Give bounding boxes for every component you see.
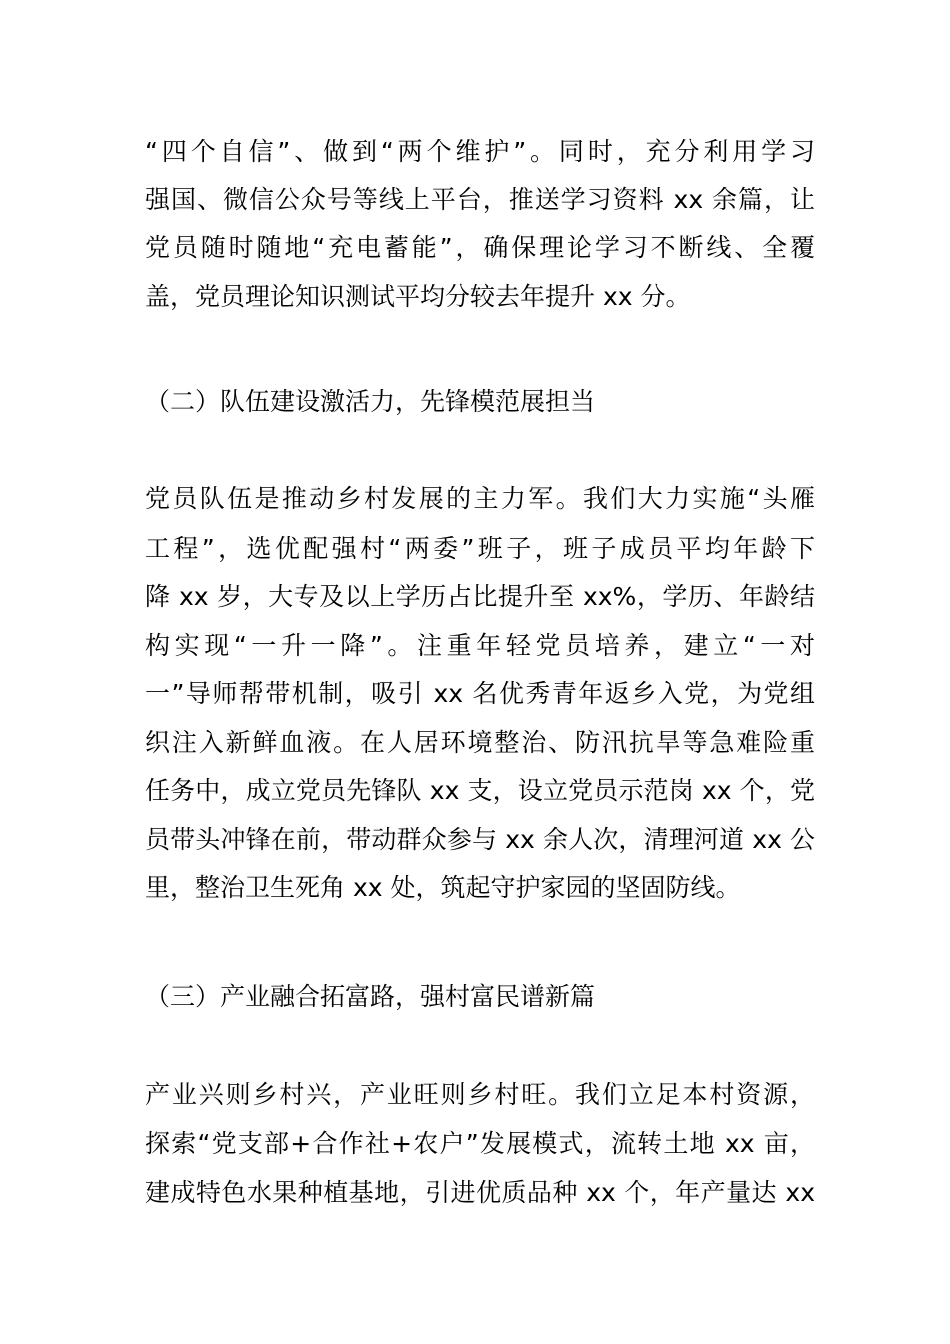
paragraph-3-line-1: 产业兴则乡村兴，产业旺则乡村旺。我们立足本村资源， — [145, 1080, 815, 1109]
paragraph-2-line-7: 任务中，成立党员先锋队 xx 支，设立党员示范岗 xx 个，党 — [145, 776, 815, 805]
paragraph-2-line-9: 里，整治卫生死角 xx 处，筑起守护家园的坚固防线。 — [145, 873, 741, 902]
paragraph-2-line-4: 构实现“一升一降”。注重年轻党员培养，建立“一对 — [145, 631, 815, 660]
paragraph-2-line-3: 降 xx 岁，大专及以上学历占比提升至 xx%，学历、年龄结 — [145, 582, 815, 611]
paragraph-2-line-5: 一”导师帮带机制，吸引 xx 名优秀青年返乡入党，为党组 — [145, 679, 815, 708]
paragraph-3-line-2: 探索“党支部+合作社+农户”发展模式，流转土地 xx 亩， — [145, 1129, 815, 1158]
paragraph-3-line-3: 建成特色水果种植基地，引进优质品种 xx 个，年产量达 xx — [145, 1178, 815, 1207]
paragraph-1-line-4: 盖，党员理论知识测试平均分较去年提升 xx 分。 — [145, 282, 691, 311]
section-heading-2: （二）队伍建设激活力，先锋模范展担当 — [145, 387, 596, 416]
paragraph-2-line-1: 党员队伍是推动乡村发展的主力军。我们大力实施“头雁 — [145, 484, 815, 513]
paragraph-1-line-2: 强国、微信公众号等线上平台，推送学习资料 xx 余篇，让 — [145, 185, 815, 214]
paragraph-2-line-6: 织注入新鲜血液。在人居环境整治、防汛抗旱等急难险重 — [145, 728, 815, 757]
paragraph-2-line-8: 员带头冲锋在前，带动群众参与 xx 余人次，清理河道 xx 公 — [145, 825, 815, 854]
section-heading-3: （三）产业融合拓富路，强村富民谱新篇 — [145, 982, 596, 1011]
paragraph-1-line-3: 党员随时随地“充电蓄能”，确保理论学习不断线、全覆 — [145, 233, 815, 262]
paragraph-1-line-1: “四个自信”、做到“两个维护”。同时，充分利用学习 — [145, 137, 815, 166]
paragraph-2-line-2: 工程”，选优配强村“两委”班子，班子成员平均年龄下 — [145, 534, 815, 563]
